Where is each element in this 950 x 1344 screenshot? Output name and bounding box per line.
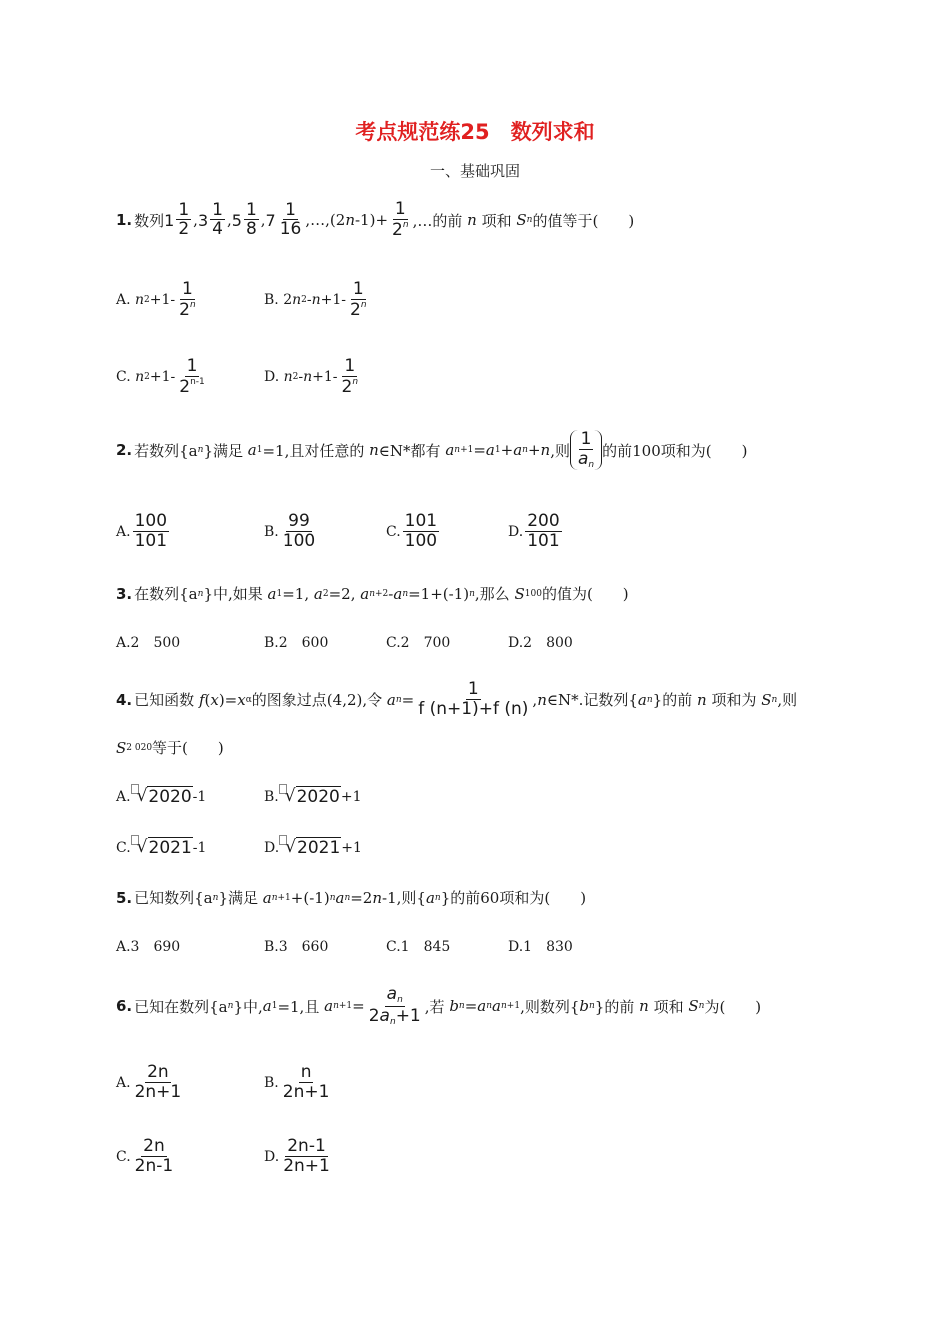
option-label: B. [264, 523, 279, 540]
fraction: $\frac{100}{101}$ [134, 511, 168, 551]
option-label: A. [116, 292, 131, 309]
question-text: }满足 [218, 889, 258, 907]
question-text: ,则 [777, 691, 798, 710]
question-text: =1,且对任意的 [262, 441, 365, 460]
question-text: 的值为( ) [541, 585, 629, 603]
option-c[interactable] [116, 1137, 177, 1176]
question-number: 4. [116, 690, 133, 709]
option-text: +1- [312, 369, 338, 386]
question-text: }的前 [594, 997, 635, 1016]
root-expression: √ 2020 [131, 786, 193, 807]
question-text: =1, [282, 584, 310, 603]
question-text: 等于( ) [152, 739, 224, 757]
question-text: 项和为 [711, 691, 757, 710]
fraction: $\frac{2n-1}{2n+1}$ [283, 1136, 330, 1176]
fraction: $\frac{101}{100}$ [404, 511, 438, 551]
question-text: 的前100项和为( ) [602, 441, 748, 460]
fraction: $\frac{1}{2^n}$ [179, 279, 196, 320]
option-b[interactable] [264, 786, 362, 807]
option-b[interactable]: B.2 600 [264, 635, 329, 651]
option-d[interactable] [264, 837, 362, 858]
option-label: A. [116, 523, 131, 540]
option-text: 2 [283, 292, 293, 309]
question-text: }的前 [652, 691, 693, 710]
option-a[interactable]: A.3 690 [116, 939, 181, 955]
question-text: ∈N*都有 [378, 441, 441, 460]
fraction: $\frac{1}{2^n}$ [350, 279, 367, 320]
option-b[interactable]: B. 2 n 2 - n +1- $\frac{1}{2^n}$ [264, 279, 367, 320]
option-label: D. [508, 523, 524, 540]
option-c[interactable]: C. n 2 +1- $\frac{1}{2^{n-1}}$ [116, 356, 205, 397]
fraction: $\frac{99}{100}$ [282, 511, 316, 551]
fraction: $\frac{1}{f (n+1)+f (n)}$ [418, 679, 529, 719]
question-text: =1,且 [277, 997, 320, 1016]
option-text: +1 [340, 788, 362, 805]
sequence-term: 3 $\frac{1}{4}$ [197, 199, 223, 240]
question-text: ,…,(2 [305, 211, 346, 230]
question-1: 1. 数列 1 $\frac{1}{2}$ , 3 $\frac{1}{4}$ , 5 $\frac{1}{8}$ , 7 $\frac{1}{16}$ ,…,(2 n -1)+ $\frac{1}{2^n}$ ,…的前 n 项和 S n 的值等于( ) [116, 199, 635, 240]
sequence-term: 5 $\frac{1}{8}$ [231, 199, 257, 240]
question-text: 为( ) [704, 997, 762, 1016]
question-text: 项和 [481, 211, 512, 230]
fraction: $\frac{a_n}{2a_n+1}$ [368, 984, 421, 1027]
question-text: ,…的前 [412, 211, 463, 230]
option-b[interactable] [264, 1063, 333, 1102]
question-text: = [473, 441, 486, 460]
fraction: $\frac{2n}{2n-1}$ [134, 1136, 174, 1176]
root-expression: √ 2021 [279, 837, 341, 858]
question-text: 项和 [653, 997, 684, 1016]
option-label: C. [116, 1148, 131, 1165]
question-text: =2, [328, 584, 356, 603]
fraction: $\frac{1}{2^n}$ [341, 356, 359, 397]
option-label: D. [264, 839, 280, 856]
option-b[interactable] [264, 512, 319, 551]
section-heading: 一、基础巩固 [429, 162, 520, 180]
question-number: 5. [116, 888, 133, 907]
question-number: 6. [116, 997, 133, 1016]
option-label: A. [116, 788, 131, 805]
question-text: =1+(-1) [408, 584, 470, 603]
option-label: D. [264, 1148, 280, 1165]
question-5: 5. 已知数列{a n }满足 a n+1 +(-1) n a n =2 n -1,则{ a n }的前60项和为( ) [116, 888, 587, 907]
option-text: +1- [149, 292, 176, 309]
option-a[interactable] [116, 786, 206, 807]
question-text: ,那么 [474, 585, 510, 603]
option-label: C. [116, 369, 131, 386]
question-2: 2. 若数列{a n }满足 a 1 =1,且对任意的 n ∈N*都有 a n+1 = a 1 + a n + n ,则 $\frac{1}{a_n}$ 的前100项和为( ) [116, 429, 748, 470]
page-title: 考点规范练25 数列求和 [355, 120, 595, 144]
option-d[interactable] [264, 1137, 334, 1176]
question-text: }的前60项和为( ) [440, 889, 587, 907]
question-text: ∈N*.记数列{ [546, 691, 638, 710]
fraction: $\frac{n}{2n+1}$ [282, 1062, 330, 1102]
question-text: -1)+ [354, 211, 389, 230]
question-3: 3. 在数列{a n }中,如果 a 1 =1, a 2 =2, a n+2 - a n =1+(-1) n ,那么 S 100 的值为( ) [116, 584, 629, 603]
question-text: }中,如果 [203, 585, 263, 603]
question-text: ,若 [424, 997, 445, 1016]
option-label: B. [264, 1074, 279, 1091]
question-6: 6. 已知在数列{a n }中, a 1 =1,且 a n+1 = $\frac{a_n}{2a_n+1}$ ,若 b n = a n a n+1 ,则数列{ b n }的前 n 项和 S n 为( ) [116, 984, 762, 1027]
fraction: $\frac{1}{2^{n-1}}$ [179, 356, 205, 397]
option-label: C. [116, 839, 131, 856]
option-text: +1- [149, 369, 176, 386]
option-label: C. [386, 523, 401, 540]
root-expression: √ 2021 [131, 837, 193, 858]
option-d[interactable]: D.1 830 [508, 939, 573, 955]
question-text: 数列 [134, 211, 165, 230]
fraction: $\frac{1}{2^n}$ [392, 199, 409, 240]
root-expression: √ 2020 [279, 786, 341, 807]
question-text: 已知函数 [134, 691, 195, 710]
option-d[interactable]: D. n 2 - n +1- $\frac{1}{2^n}$ [264, 356, 359, 397]
question-text: ,则数列{ [520, 997, 580, 1016]
option-text: -1 [192, 839, 207, 856]
question-text: 若数列{a [134, 441, 198, 460]
sequence-term: 1 $\frac{1}{2}$ [164, 199, 190, 240]
option-label: B. [264, 292, 279, 309]
option-a[interactable] [116, 512, 171, 551]
sequence-brace: $\frac{1}{a_n}$ [570, 430, 602, 470]
option-d[interactable]: D.2 800 [508, 635, 573, 651]
question-text: , [532, 690, 538, 709]
option-c[interactable]: C.1 845 [386, 939, 451, 955]
option-a[interactable]: A. n 2 +1- $\frac{1}{2^n}$ [116, 279, 196, 320]
question-text: +(-1) [290, 888, 330, 907]
question-text: ,则 [550, 441, 570, 460]
question-text: =2 [350, 888, 373, 907]
question-number: 1. [116, 211, 133, 230]
question-text: 的值等于( ) [532, 211, 635, 230]
option-a[interactable] [116, 1063, 185, 1102]
option-b[interactable]: B.3 660 [264, 939, 329, 955]
option-text: +1- [320, 292, 347, 309]
question-text: }中, [233, 997, 263, 1016]
question-4-line-2: S 2 020 等于( ) [116, 738, 224, 757]
question-text: 在数列{a [134, 585, 198, 603]
question-4: 4. 已知函数 f ( x )= x α 的图象过点(4,2),令 a n = $\frac{1}{f (n+1)+f (n)}$ , n ∈N*.记数列{ a n }的前 n 项和为 S n ,则 [116, 679, 798, 719]
question-text: 已知在数列{a [134, 997, 228, 1016]
question-text: }满足 [203, 441, 243, 460]
question-number: 3. [116, 584, 133, 603]
option-c[interactable]: C.2 700 [386, 635, 451, 651]
option-label: A. [116, 1074, 131, 1091]
option-text: - [306, 292, 312, 309]
option-text: +1 [341, 839, 362, 856]
option-d[interactable] [508, 512, 564, 551]
option-c[interactable] [386, 512, 441, 551]
sequence-term: 7 $\frac{1}{16}$ [265, 199, 302, 240]
option-label: D. [264, 369, 280, 386]
question-text: -1,则{ [382, 889, 426, 907]
option-text: -1 [192, 788, 207, 805]
option-c[interactable] [116, 837, 206, 858]
option-label: B. [264, 788, 279, 805]
option-a[interactable]: A.2 500 [116, 635, 181, 651]
fraction: $\frac{200}{101}$ [527, 511, 560, 551]
fraction: $\frac{2n}{2n+1}$ [134, 1062, 182, 1102]
question-text: 的图象过点(4,2),令 [251, 691, 383, 710]
question-number: 2. [116, 441, 133, 460]
option-text: - [298, 369, 304, 386]
question-text: 已知数列{a [134, 889, 213, 907]
